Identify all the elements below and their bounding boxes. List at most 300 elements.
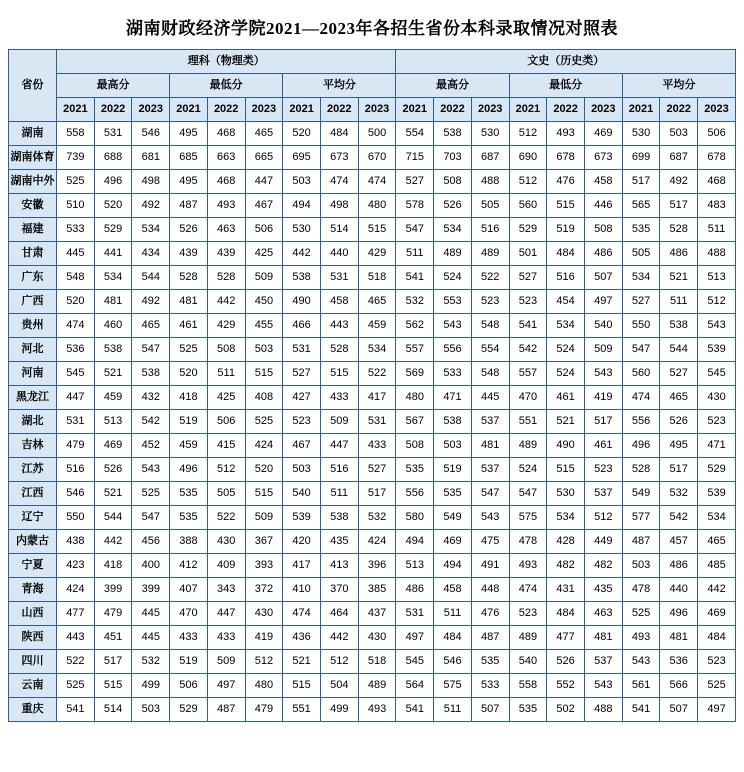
score-cell: 539 xyxy=(283,506,321,530)
row-province-label: 吉林 xyxy=(9,434,57,458)
score-cell: 445 xyxy=(471,386,509,410)
score-cell: 418 xyxy=(170,386,208,410)
score-cell: 546 xyxy=(57,482,95,506)
header-year: 2021 xyxy=(283,98,321,122)
header-group-science: 理科（物理类） xyxy=(57,50,396,74)
score-cell: 523 xyxy=(584,458,622,482)
score-cell: 500 xyxy=(358,122,396,146)
score-cell: 497 xyxy=(207,674,245,698)
score-cell: 465 xyxy=(698,530,736,554)
header-group-arts: 文史（历史类） xyxy=(396,50,736,74)
score-cell: 436 xyxy=(283,626,321,650)
score-cell: 678 xyxy=(698,146,736,170)
table-row xyxy=(9,506,736,530)
score-cell: 525 xyxy=(57,674,95,698)
score-cell: 476 xyxy=(471,602,509,626)
score-cell: 479 xyxy=(245,698,283,722)
score-cell: 496 xyxy=(170,458,208,482)
score-cell: 526 xyxy=(547,650,585,674)
score-cell: 447 xyxy=(207,602,245,626)
score-cell: 482 xyxy=(547,554,585,578)
score-cell: 503 xyxy=(622,554,660,578)
score-cell: 517 xyxy=(622,170,660,194)
score-cell: 673 xyxy=(320,146,358,170)
table-row xyxy=(9,338,736,362)
score-cell: 739 xyxy=(57,146,95,170)
score-cell: 425 xyxy=(207,386,245,410)
score-cell: 534 xyxy=(698,506,736,530)
score-cell: 515 xyxy=(358,218,396,242)
score-cell: 529 xyxy=(509,218,547,242)
score-cell: 447 xyxy=(57,386,95,410)
score-cell: 429 xyxy=(358,242,396,266)
score-cell: 567 xyxy=(396,410,434,434)
score-cell: 538 xyxy=(660,314,698,338)
score-cell: 575 xyxy=(509,506,547,530)
score-cell: 493 xyxy=(622,626,660,650)
score-cell: 484 xyxy=(547,602,585,626)
score-cell: 549 xyxy=(434,506,472,530)
score-cell: 575 xyxy=(434,674,472,698)
score-cell: 520 xyxy=(57,290,95,314)
score-cell: 564 xyxy=(396,674,434,698)
table-row xyxy=(9,290,736,314)
header-year: 2023 xyxy=(358,98,396,122)
score-cell: 665 xyxy=(245,146,283,170)
score-cell: 483 xyxy=(698,194,736,218)
score-cell: 469 xyxy=(434,530,472,554)
score-cell: 443 xyxy=(57,626,95,650)
score-cell: 509 xyxy=(320,410,358,434)
score-cell: 566 xyxy=(660,674,698,698)
score-cell: 537 xyxy=(584,482,622,506)
score-cell: 556 xyxy=(622,410,660,434)
score-cell: 492 xyxy=(132,194,170,218)
score-cell: 543 xyxy=(698,314,736,338)
score-cell: 418 xyxy=(94,554,132,578)
row-province-label: 湖南体育 xyxy=(9,146,57,170)
score-cell: 506 xyxy=(170,674,208,698)
score-cell: 470 xyxy=(170,602,208,626)
table-row xyxy=(9,650,736,674)
score-cell: 488 xyxy=(471,170,509,194)
score-cell: 528 xyxy=(622,458,660,482)
score-cell: 448 xyxy=(471,578,509,602)
score-cell: 413 xyxy=(320,554,358,578)
header-row-subgroups xyxy=(9,74,736,98)
score-cell: 474 xyxy=(358,170,396,194)
score-cell: 486 xyxy=(660,554,698,578)
score-cell: 530 xyxy=(471,122,509,146)
score-cell: 370 xyxy=(320,578,358,602)
score-cell: 512 xyxy=(245,650,283,674)
score-cell: 538 xyxy=(434,122,472,146)
score-cell: 497 xyxy=(698,698,736,722)
score-cell: 507 xyxy=(584,266,622,290)
score-cell: 496 xyxy=(94,170,132,194)
score-cell: 529 xyxy=(170,698,208,722)
score-cell: 538 xyxy=(132,362,170,386)
score-cell: 479 xyxy=(57,434,95,458)
score-cell: 532 xyxy=(396,290,434,314)
score-cell: 388 xyxy=(170,530,208,554)
score-cell: 489 xyxy=(434,242,472,266)
score-cell: 534 xyxy=(132,218,170,242)
score-cell: 520 xyxy=(245,458,283,482)
score-cell: 528 xyxy=(660,218,698,242)
score-cell: 663 xyxy=(207,146,245,170)
score-cell: 699 xyxy=(622,146,660,170)
score-cell: 474 xyxy=(57,314,95,338)
score-cell: 496 xyxy=(622,434,660,458)
row-province-label: 甘肃 xyxy=(9,242,57,266)
row-province-label: 湖北 xyxy=(9,410,57,434)
score-cell: 486 xyxy=(396,578,434,602)
score-cell: 545 xyxy=(57,362,95,386)
header-sub-science-max: 最高分 xyxy=(57,74,170,98)
score-cell: 512 xyxy=(698,290,736,314)
score-cell: 511 xyxy=(660,290,698,314)
score-cell: 527 xyxy=(622,290,660,314)
score-cell: 481 xyxy=(471,434,509,458)
score-cell: 488 xyxy=(698,242,736,266)
score-cell: 430 xyxy=(358,626,396,650)
score-cell: 505 xyxy=(207,482,245,506)
score-cell: 538 xyxy=(283,266,321,290)
score-cell: 515 xyxy=(320,362,358,386)
score-cell: 526 xyxy=(434,194,472,218)
score-cell: 487 xyxy=(207,698,245,722)
score-cell: 547 xyxy=(396,218,434,242)
score-cell: 511 xyxy=(320,482,358,506)
score-cell: 478 xyxy=(509,530,547,554)
score-cell: 541 xyxy=(396,698,434,722)
score-cell: 499 xyxy=(320,698,358,722)
row-province-label: 江苏 xyxy=(9,458,57,482)
score-cell: 543 xyxy=(471,506,509,530)
score-cell: 433 xyxy=(207,626,245,650)
score-cell: 430 xyxy=(698,386,736,410)
score-cell: 517 xyxy=(660,458,698,482)
score-cell: 496 xyxy=(660,602,698,626)
score-cell: 471 xyxy=(434,386,472,410)
score-cell: 479 xyxy=(94,602,132,626)
score-cell: 489 xyxy=(509,434,547,458)
score-cell: 469 xyxy=(584,122,622,146)
score-cell: 463 xyxy=(584,602,622,626)
score-cell: 424 xyxy=(57,578,95,602)
score-cell: 520 xyxy=(170,362,208,386)
score-cell: 433 xyxy=(170,626,208,650)
score-cell: 556 xyxy=(434,338,472,362)
score-cell: 531 xyxy=(396,602,434,626)
score-cell: 399 xyxy=(132,578,170,602)
score-cell: 466 xyxy=(283,314,321,338)
score-cell: 553 xyxy=(434,290,472,314)
score-cell: 688 xyxy=(94,146,132,170)
score-cell: 539 xyxy=(698,482,736,506)
score-cell: 456 xyxy=(132,530,170,554)
header-year: 2022 xyxy=(207,98,245,122)
score-cell: 548 xyxy=(471,314,509,338)
score-cell: 485 xyxy=(698,554,736,578)
table-row xyxy=(9,578,736,602)
score-cell: 519 xyxy=(170,650,208,674)
score-cell: 502 xyxy=(547,698,585,722)
score-cell: 539 xyxy=(698,338,736,362)
score-cell: 399 xyxy=(94,578,132,602)
score-cell: 509 xyxy=(584,338,622,362)
score-cell: 493 xyxy=(547,122,585,146)
score-cell: 537 xyxy=(471,410,509,434)
admission-score-table xyxy=(8,49,736,722)
score-cell: 447 xyxy=(245,170,283,194)
row-province-label: 云南 xyxy=(9,674,57,698)
score-cell: 535 xyxy=(471,650,509,674)
score-cell: 477 xyxy=(547,626,585,650)
table-row xyxy=(9,626,736,650)
score-cell: 508 xyxy=(207,338,245,362)
score-cell: 530 xyxy=(547,482,585,506)
score-cell: 491 xyxy=(471,554,509,578)
score-cell: 513 xyxy=(94,410,132,434)
score-cell: 550 xyxy=(622,314,660,338)
score-cell: 534 xyxy=(547,506,585,530)
score-cell: 543 xyxy=(584,674,622,698)
score-cell: 441 xyxy=(94,242,132,266)
score-cell: 459 xyxy=(94,386,132,410)
score-cell: 521 xyxy=(547,410,585,434)
table-row xyxy=(9,218,736,242)
score-cell: 670 xyxy=(358,146,396,170)
score-cell: 412 xyxy=(170,554,208,578)
score-cell: 508 xyxy=(434,170,472,194)
score-cell: 477 xyxy=(57,602,95,626)
score-cell: 522 xyxy=(57,650,95,674)
score-cell: 442 xyxy=(94,530,132,554)
page-title: 湖南财政经济学院2021—2023年各招生省份本科录取情况对照表 xyxy=(126,19,618,38)
score-cell: 515 xyxy=(245,482,283,506)
score-cell: 535 xyxy=(622,218,660,242)
score-cell: 484 xyxy=(320,122,358,146)
score-cell: 445 xyxy=(132,602,170,626)
row-province-label: 湖南 xyxy=(9,122,57,146)
score-cell: 531 xyxy=(94,122,132,146)
score-cell: 515 xyxy=(547,194,585,218)
score-cell: 465 xyxy=(245,122,283,146)
score-cell: 432 xyxy=(132,386,170,410)
score-cell: 531 xyxy=(57,410,95,434)
table-row xyxy=(9,146,736,170)
score-cell: 506 xyxy=(207,410,245,434)
score-cell: 487 xyxy=(170,194,208,218)
header-row-years xyxy=(9,98,736,122)
table-row xyxy=(9,482,736,506)
score-cell: 561 xyxy=(622,674,660,698)
score-cell: 516 xyxy=(57,458,95,482)
header-year: 2021 xyxy=(509,98,547,122)
score-cell: 480 xyxy=(245,674,283,698)
score-cell: 534 xyxy=(622,266,660,290)
score-cell: 548 xyxy=(471,362,509,386)
score-cell: 512 xyxy=(207,458,245,482)
score-cell: 523 xyxy=(283,410,321,434)
header-year: 2023 xyxy=(584,98,622,122)
score-cell: 439 xyxy=(170,242,208,266)
score-cell: 451 xyxy=(94,626,132,650)
score-cell: 524 xyxy=(434,266,472,290)
score-cell: 461 xyxy=(547,386,585,410)
header-year: 2023 xyxy=(245,98,283,122)
score-cell: 497 xyxy=(584,290,622,314)
score-cell: 465 xyxy=(358,290,396,314)
score-cell: 489 xyxy=(471,242,509,266)
score-cell: 547 xyxy=(622,338,660,362)
score-cell: 525 xyxy=(57,170,95,194)
score-cell: 513 xyxy=(698,266,736,290)
score-cell: 517 xyxy=(584,410,622,434)
score-cell: 695 xyxy=(283,146,321,170)
score-cell: 437 xyxy=(358,602,396,626)
score-cell: 534 xyxy=(434,218,472,242)
score-cell: 528 xyxy=(170,266,208,290)
table-row xyxy=(9,674,736,698)
score-cell: 497 xyxy=(396,626,434,650)
score-cell: 525 xyxy=(170,338,208,362)
score-cell: 503 xyxy=(245,338,283,362)
score-cell: 519 xyxy=(547,218,585,242)
score-cell: 535 xyxy=(170,506,208,530)
score-cell: 515 xyxy=(283,674,321,698)
score-cell: 520 xyxy=(283,122,321,146)
score-cell: 458 xyxy=(434,578,472,602)
table-row xyxy=(9,266,736,290)
score-cell: 514 xyxy=(94,698,132,722)
score-cell: 469 xyxy=(698,602,736,626)
score-cell: 534 xyxy=(547,314,585,338)
score-cell: 541 xyxy=(396,266,434,290)
score-cell: 478 xyxy=(622,578,660,602)
score-cell: 527 xyxy=(660,362,698,386)
score-cell: 551 xyxy=(283,698,321,722)
header-sub-science-avg: 平均分 xyxy=(283,74,396,98)
score-cell: 690 xyxy=(509,146,547,170)
score-cell: 481 xyxy=(94,290,132,314)
score-cell: 527 xyxy=(283,362,321,386)
table-row xyxy=(9,386,736,410)
score-cell: 687 xyxy=(471,146,509,170)
score-cell: 430 xyxy=(207,530,245,554)
score-cell: 503 xyxy=(132,698,170,722)
score-cell: 557 xyxy=(396,338,434,362)
score-cell: 521 xyxy=(660,266,698,290)
score-cell: 489 xyxy=(358,674,396,698)
score-cell: 417 xyxy=(358,386,396,410)
score-cell: 535 xyxy=(170,482,208,506)
score-cell: 565 xyxy=(622,194,660,218)
score-cell: 532 xyxy=(132,650,170,674)
score-cell: 523 xyxy=(471,290,509,314)
score-cell: 546 xyxy=(434,650,472,674)
score-cell: 449 xyxy=(584,530,622,554)
score-cell: 557 xyxy=(509,362,547,386)
row-province-label: 广西 xyxy=(9,290,57,314)
score-cell: 474 xyxy=(509,578,547,602)
score-cell: 481 xyxy=(584,626,622,650)
score-cell: 678 xyxy=(547,146,585,170)
score-cell: 554 xyxy=(396,122,434,146)
score-cell: 514 xyxy=(320,218,358,242)
score-cell: 493 xyxy=(207,194,245,218)
score-cell: 511 xyxy=(207,362,245,386)
score-cell: 417 xyxy=(283,554,321,578)
score-cell: 529 xyxy=(698,458,736,482)
score-cell: 532 xyxy=(358,506,396,530)
row-province-label: 安徽 xyxy=(9,194,57,218)
score-cell: 540 xyxy=(584,314,622,338)
score-cell: 525 xyxy=(132,482,170,506)
score-cell: 520 xyxy=(94,194,132,218)
score-cell: 538 xyxy=(320,506,358,530)
score-cell: 525 xyxy=(245,410,283,434)
score-cell: 492 xyxy=(660,170,698,194)
score-cell: 546 xyxy=(132,122,170,146)
table-row xyxy=(9,242,736,266)
score-cell: 400 xyxy=(132,554,170,578)
score-cell: 521 xyxy=(94,362,132,386)
score-cell: 544 xyxy=(94,506,132,530)
header-sub-science-min: 最低分 xyxy=(170,74,283,98)
score-cell: 433 xyxy=(320,386,358,410)
score-cell: 495 xyxy=(660,434,698,458)
score-cell: 507 xyxy=(660,698,698,722)
score-cell: 434 xyxy=(132,242,170,266)
score-cell: 495 xyxy=(170,122,208,146)
score-cell: 409 xyxy=(207,554,245,578)
score-cell: 433 xyxy=(358,434,396,458)
score-cell: 538 xyxy=(434,410,472,434)
score-cell: 551 xyxy=(509,410,547,434)
row-province-label: 贵州 xyxy=(9,314,57,338)
score-cell: 512 xyxy=(509,170,547,194)
score-cell: 687 xyxy=(660,146,698,170)
score-cell: 465 xyxy=(660,386,698,410)
score-cell: 372 xyxy=(245,578,283,602)
score-cell: 532 xyxy=(660,482,698,506)
score-cell: 480 xyxy=(358,194,396,218)
score-cell: 435 xyxy=(584,578,622,602)
score-cell: 533 xyxy=(434,362,472,386)
row-province-label: 河南 xyxy=(9,362,57,386)
row-province-label: 四川 xyxy=(9,650,57,674)
score-cell: 430 xyxy=(245,602,283,626)
row-province-label: 河北 xyxy=(9,338,57,362)
score-cell: 498 xyxy=(320,194,358,218)
score-cell: 537 xyxy=(471,458,509,482)
row-province-label: 陕西 xyxy=(9,626,57,650)
score-cell: 578 xyxy=(396,194,434,218)
score-cell: 526 xyxy=(660,410,698,434)
row-province-label: 山西 xyxy=(9,602,57,626)
score-cell: 423 xyxy=(57,554,95,578)
score-cell: 440 xyxy=(660,578,698,602)
score-cell: 523 xyxy=(698,410,736,434)
score-cell: 505 xyxy=(471,194,509,218)
score-cell: 526 xyxy=(170,218,208,242)
score-cell: 547 xyxy=(132,506,170,530)
score-cell: 442 xyxy=(698,578,736,602)
score-cell: 523 xyxy=(509,290,547,314)
